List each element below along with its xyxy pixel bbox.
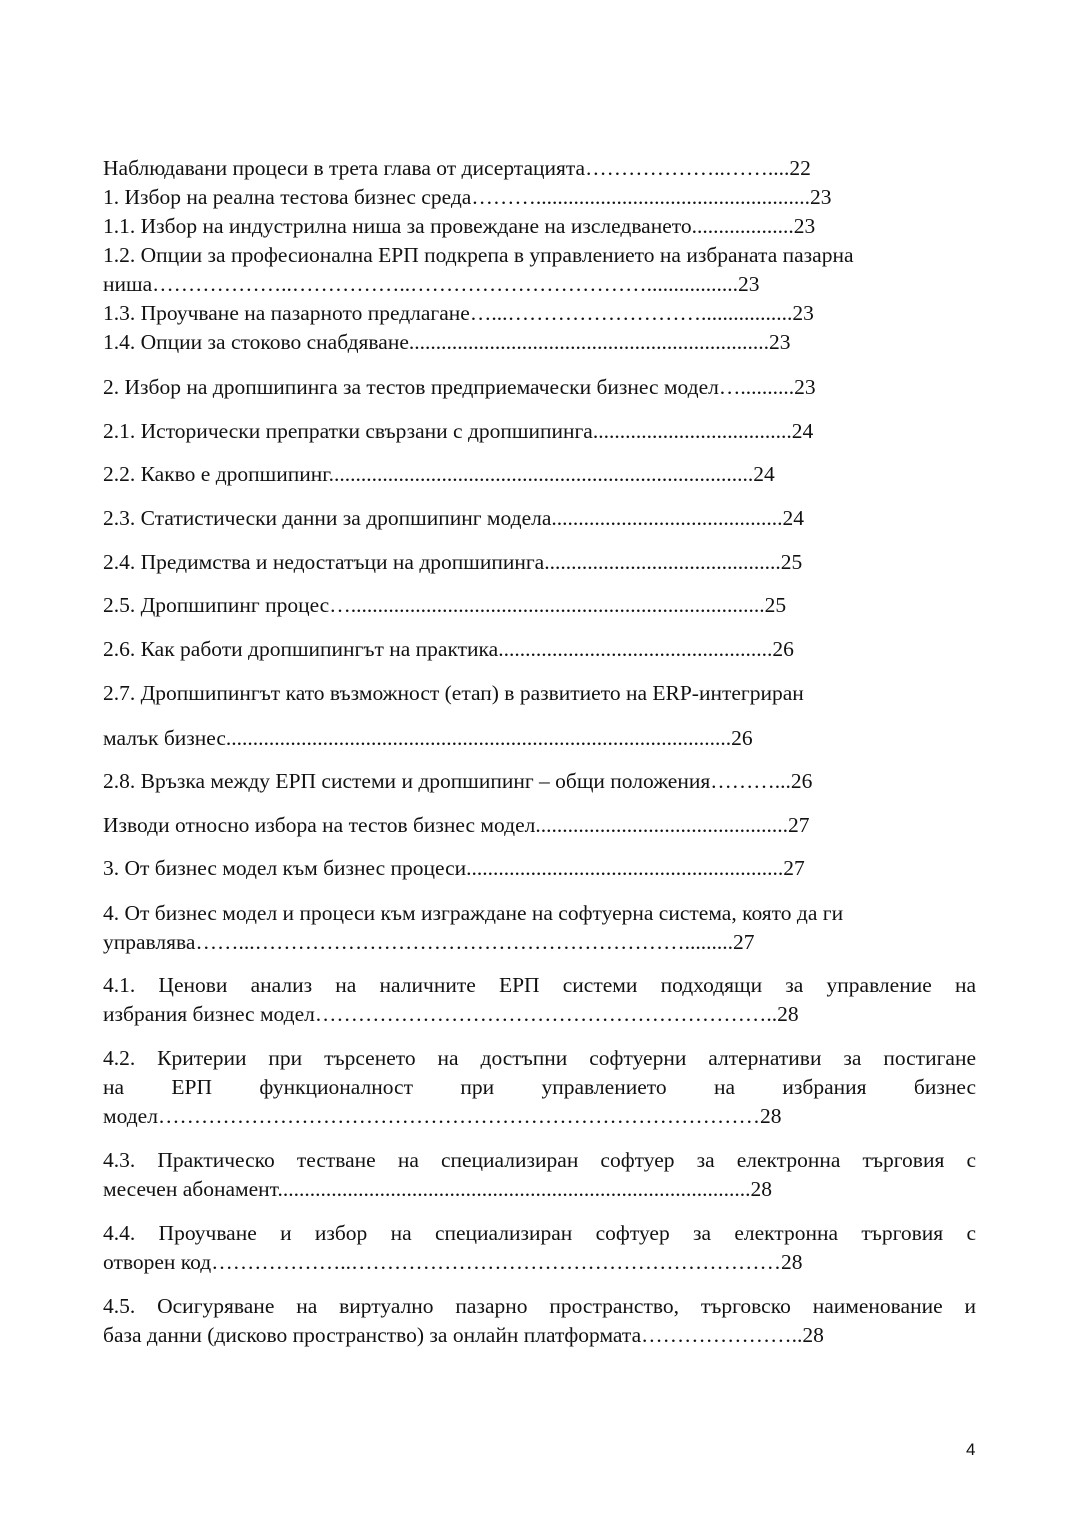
toc-line: избрания бизнес модел………………………………………………………..28 — [103, 1002, 799, 1026]
toc-line: 2.3. Статистически данни за дропшипинг модела...........................................24 — [103, 506, 805, 530]
toc-line: 1.4. Опции за стоково снабдяване...................................................................23 — [103, 330, 791, 354]
toc-line: Наблюдавани процеси в трета глава от дисертацията………………..……....22 — [103, 156, 811, 180]
toc-line: на ЕРП функционалност при управлението на избрания бизнес — [103, 1075, 976, 1099]
toc-line: 4. От бизнес модел и процеси към изграждане на софтуерна система, която да ги — [103, 901, 844, 925]
toc-line: 2.4. Предимства и недостатъци на дропшипинга............................................25 — [103, 550, 803, 574]
toc-line: 2.2. Какво е дропшипинг...............................................................................24 — [103, 462, 775, 486]
toc-line: 4.5. Осигуряване на виртуално пазарно пространство, търговско наименование и — [103, 1294, 976, 1318]
toc-line: 1.3. Проучване на пазарното предлагане…...……………………….................23 — [103, 301, 814, 325]
toc-line: малък бизнес..............................................................................................26 — [103, 726, 753, 750]
toc-line: модел…………………………………………………………………………28 — [103, 1104, 782, 1128]
toc-line: 4.3. Практическо тестване на специализиран софтуер за електронна търговия с — [103, 1148, 976, 1172]
toc-line: 2.7. Дропшипингът като възможност (етап) в развитието на ERP-интегриран — [103, 681, 804, 705]
toc-line: ниша………………..……………..…………………………….................23 — [103, 272, 760, 296]
toc-line: база данни (дисково пространство) за онлайн платформата…………………..28 — [103, 1323, 824, 1347]
toc-line: 1.2. Опции за професионална ЕРП подкрепа в управлението на избраната пазарна — [103, 243, 854, 267]
toc-line: Изводи относно избора на тестов бизнес модел...............................................27 — [103, 813, 810, 837]
toc-line: 1. Избор на реална тестова бизнес среда………...................................................23 — [103, 185, 832, 209]
toc-line: 2.1. Исторически препратки свързани с дропшипинга.....................................24 — [103, 419, 814, 443]
toc-line: 4.2. Критерии при търсенето на достъпни софтуерни алтернативи за постигане — [103, 1046, 976, 1070]
toc-line: управлява……...…………………………………………………….........27 — [103, 930, 755, 954]
toc-line: месечен абонамент........................................................................................28 — [103, 1177, 772, 1201]
toc-line: 2.8. Връзка между ЕРП системи и дропшипинг – общи положения………...26 — [103, 769, 813, 793]
toc-line: 2.6. Как работи дропшипингът на практика...................................................26 — [103, 637, 794, 661]
toc-line: 2. Избор на дропшипинга за тестов предприемачески бизнес модел…..........23 — [103, 375, 816, 399]
toc-line: 3. От бизнес модел към бизнес процеси...........................................................27 — [103, 856, 805, 880]
page-number: 4 — [966, 1440, 976, 1459]
toc-line: отворен код………………..……………………………………………………28 — [103, 1250, 803, 1274]
toc-line: 2.5. Дропшипинг процес….............................................................................25 — [103, 593, 787, 617]
toc-line: 4.4. Проучване и избор на специализиран софтуер за електронна търговия с — [103, 1221, 976, 1245]
toc-line: 4.1. Ценови анализ на наличните ЕРП системи подходящи за управление на — [103, 973, 976, 997]
toc-line: 1.1. Избор на индустрилна ниша за провеждане на изследването...................23 — [103, 214, 816, 238]
